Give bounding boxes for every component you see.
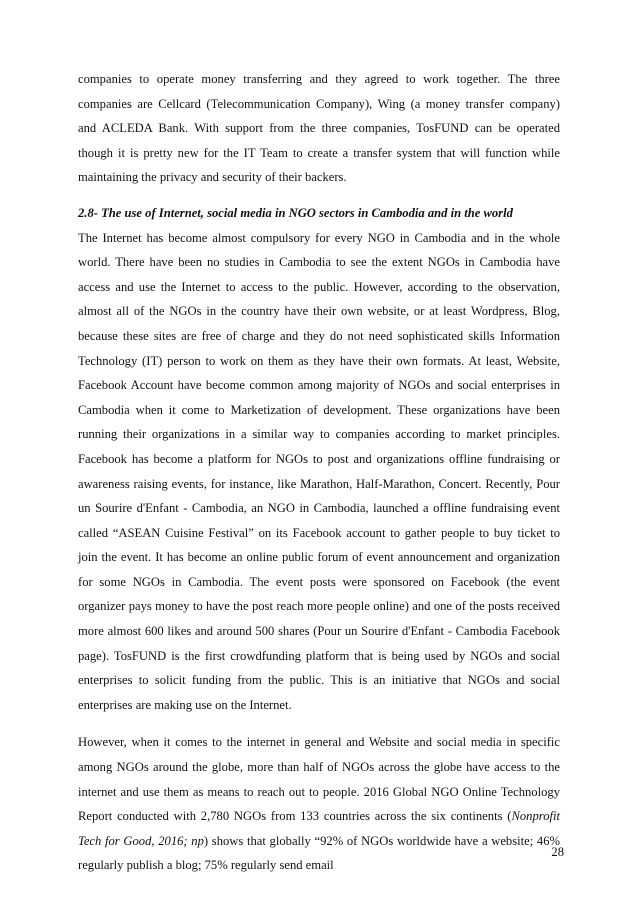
paragraph-1: companies to operate money transferring and they agreed to work together. The three companies are Cellcard (Telecommunication Company), Wing (a money transfer company) and ACLEDA Bank. With support from the three companies, TosFUND can be operated though it is pretty new for the IT Team to create a transfer system that will function while maintaining the privacy and security of their backers. <box>78 72 560 185</box>
paragraph-2: The Internet has become almost compulsory for every NGO in Cambodia and in the whole world. There have been no studies in Cambodia to see the extent NGOs in Cambodia have access and use the Internet to access to the public. However, according to the observation, almost all of the NGOs in the country have their own website, or at least Wordpress, Blog, because these sites are free of charge and they do not need sophisticated skills Information Technology (IT) person to work on them as they have their own formats. At least, Website, Facebook Account have become common among majority of NGOs and social enterprises in Cambodia when it come to Marketization of development. These organizations have been running their organizations in a similar way to companies according to market principles. Facebook has become a platform for NGOs to post and organizations offline fundraising or awareness raising events, for instance, like Marathon, Half-Marathon, Concert. Recently, Pour un Sourire d'Enfant - Cambodia, an NGO in Cambodia, launched a offline fundraising event called “ASEAN Cuisine Festival” on its Facebook account to gather people to buy ticket to join the event. It has become an online public forum of event announcement and organization for some NGOs in Cambodia. The event posts were sponsored on Facebook (the event organizer pays money to have the post reach more people online) and one of the posts received more almost 600 likes and around 500 shares (Pour un Sourire d'Enfant - Cambodia Facebook page). TosFUND is the first crowdfunding platform that is being used by NGOs and social enterprises to solicit funding from the public. This is an initiative that NGOs and social enterprises are making use on the Internet. <box>78 230 560 712</box>
paragraph-3 <box>78 730 560 878</box>
paragraph-3-text-before: However, when it comes to the internet in general and Website and social media in specific among NGOs around the globe, more than half of NGOs across the globe have access to the internet and use them as means to reach out to people. 2016 Global NGO Online Technology Report conducted with 2,780 NGOs from 133 countries across the six continents ( <box>78 735 560 824</box>
page-number: 28 <box>551 845 564 859</box>
page-content <box>78 67 560 878</box>
section-heading: 2.8- The use of Internet, social media in NGO sectors in Cambodia and in the world <box>78 205 513 220</box>
paragraph-3-text-after: ) shows that globally “92% of NGOs worldwide have a website; 46% regularly publish a blog; 75% regularly send email <box>78 833 560 873</box>
paragraph-3-citation: Nonprofit Tech for Good, 2016; np <box>78 809 560 848</box>
